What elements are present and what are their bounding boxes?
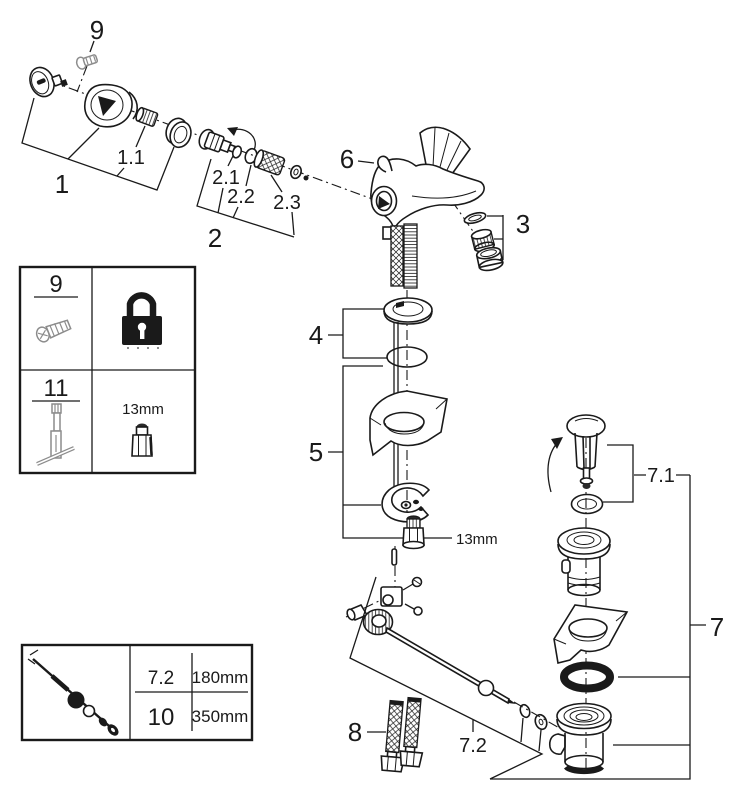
small-screw-dot (304, 176, 309, 181)
callout-1: 1 (54, 169, 70, 199)
callout-4: 4 (308, 320, 324, 350)
table-part-7-2: 7.2 (147, 668, 175, 689)
legend-socket-size: 13mm (122, 401, 164, 418)
callout-5: 5 (308, 437, 324, 467)
table-part-10: 10 (147, 704, 175, 731)
callout-2-1: 2.1 (212, 167, 240, 189)
table-length-350: 350mm (191, 707, 249, 726)
wrench-size-callout: 13mm (456, 531, 498, 548)
callout-9: 9 (89, 15, 105, 45)
callout-7: 7 (709, 612, 725, 642)
callout-7-1: 7.1 (647, 465, 675, 487)
callout-1-1: 1.1 (117, 147, 145, 169)
callout-2: 2 (207, 223, 223, 253)
legend-part-11: 11 (43, 375, 69, 402)
callout-8: 8 (347, 717, 363, 747)
callout-2-2: 2.2 (227, 186, 255, 208)
clevis-pin (392, 549, 397, 565)
table-length-180: 180mm (191, 668, 249, 687)
legend-part-9: 9 (49, 271, 63, 298)
callout-7-2: 7.2 (459, 735, 487, 757)
callout-6: 6 (339, 144, 355, 174)
callout-3: 3 (515, 209, 531, 239)
callout-2-3: 2.3 (273, 192, 301, 214)
